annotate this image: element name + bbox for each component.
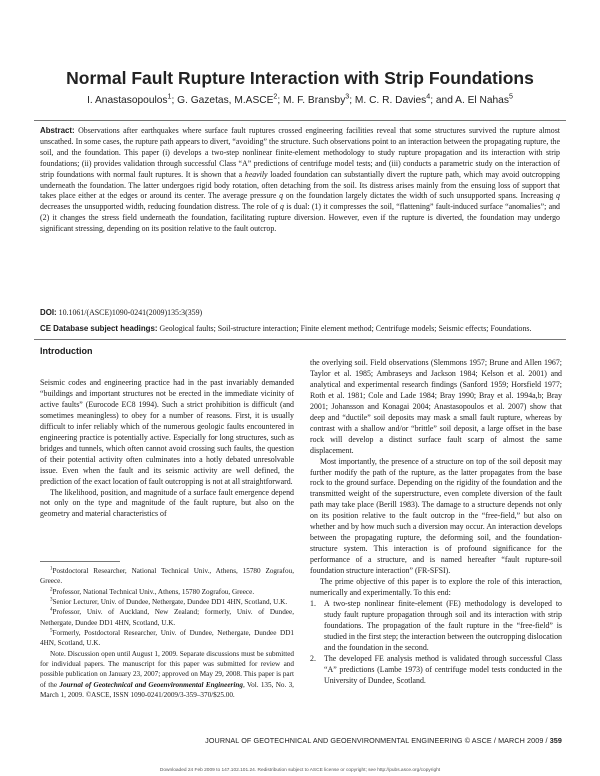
footnote-text: Formerly, Postdoctoral Researcher, Univ. of Dundee, Nethergate, Dundee DD1 4HN, Scotland, U.K. [40,629,294,648]
footnote-text: Postdoctoral Researcher, National Technical Univ., Athens, 15780 Zografou, Greece. [40,567,294,586]
author-5: ; and A. El Nahas [430,95,509,106]
footnote-text: Senior Lecturer, Univ. of Dundee, Nethergate, Dundee DD1 4HN, Scotland, U.K. [52,598,288,607]
footnote-marker: 3 [50,597,53,603]
author-4-affiliation: 4 [426,92,431,101]
footer-journal: JOURNAL OF GEOTECHNICAL AND GEOENVIRONMENTAL ENGINEERING © ASCE / MARCH 2009 / [205,736,550,745]
author-3-affiliation: 3 [345,92,350,101]
abstract-text: loaded foundation can substantially divert the rupture path, which may avoid outcropping underneath the foundation. The latter undergoes rigid body rotation, often detaching from the soil. Its distress arises mainly from the ensuing loss of support that takes place either at the edges or around its center. The average pressure [40,169,560,201]
list-item [310,654,562,687]
footnote-marker: 5 [50,628,53,634]
author-4: ; M. C. R. Davies [349,95,427,106]
footnotes [40,566,294,700]
list-item [310,599,562,654]
list-item-text: The developed FE analysis method is validated through successful Class “A” predictions (Lambe 1973) of centrifuge model tests conducted in the University of Dundee, Scotland. [324,653,562,685]
page-footer [205,736,562,745]
left-column [40,378,294,520]
footnote-2 [40,587,294,597]
editorial-note [40,649,294,701]
footnote-3 [40,597,294,607]
footnote-4 [40,607,294,628]
paragraph: The prime objective of this paper is to explore the role of this interaction, numerically and experimentally. To this end: [310,577,562,598]
note-text: , Vol. 135, No. 3, March 1, 2009. ©ASCE, ISSN 1090-0241/2009/3-359–370/$25.00. [40,680,294,700]
abstract-symbol-q: q [556,191,560,201]
download-notice: Downloaded 24 Feb 2009 to 147.102.101.24. Redistribution subject to ASCE license or copyright; see http://pubs.asce.org/copyright [159,768,441,773]
doi-value[interactable]: 10.1061/(ASCE)1090-0241(2009)135:3(359) [56,308,203,317]
paragraph: Seismic codes and engineering practice had in the past invariably demanded “buildings and important structures not be erected in the immediate vicinity of active faults” (Eurocode EC8 1994). Such a strict prohibition is difficult (and sometimes meaningless) to obey for a number of reasons. First, it is usually difficult to infer reliably which of the numerous geologic faults encountered in engineering practice is potentially active. Especially for long structures, such as bridges and tunnels, which often cannot avoid crossing such faults, the question of their potential activity often culminates into a hotly debated unresolvable issue. Even when the fault and its seismic activity are well defined, the prediction of the exact location of fault outcropping is not at all straightforward. [40,378,294,486]
abstract-text: decreases the unsupported width, reducing foundation distress. The role of [40,202,281,212]
author-3: ; M. F. Bransby [277,95,346,106]
footnote-rule [40,561,120,562]
footnote-marker: 4 [50,607,53,613]
paragraph: The likelihood, position, and magnitude of a surface fault emergence depend not only on the type and magnitude of the fault rupture, but also on the geometry and material characteristics of [40,487,294,519]
right-column [310,358,562,687]
paper-title: Normal Fault Rupture Interaction with Strip Foundations [66,68,534,88]
subject-headings [40,323,560,334]
footnote-marker: 1 [50,566,53,572]
author-5-affiliation: 5 [508,92,513,101]
doi-line [40,308,560,317]
abstract-emphasis: heavily [244,169,268,179]
footnote-marker: 2 [50,587,53,593]
list-number: 2. [310,653,316,663]
abstract-symbol-q: q [279,191,284,201]
journal-name: Journal of Geotechnical and Geoenvironmental Engineering [59,680,243,689]
note-text: Note. Discussion open until August 1, 2009. Separate discussions must be submitted for individual papers. The manuscript for this paper was submitted for review and possible publication on January 23, 2007; approved on May 29, 2008. This paper is part of the [40,649,294,689]
abstract-symbol-q: q [280,202,284,212]
footnote-1 [40,566,294,587]
doi-label: DOI: [40,308,57,317]
subject-headings-label: CE Database subject headings: [40,324,158,333]
abstract [40,126,560,235]
list-item-text: A two-step nonlinear finite-element (FE) methodology is developed to study fault rupture propagation through soil and its interaction with strip foundations. The propagation of the fault rupture in the “free-field” is studied in the first step; the interaction between the outcropping dislocation and the foundation in the second. [324,598,562,652]
abstract-text: is dual: (1) it compresses the soil, “flattening” fault-induced surface “anomalies”; and (2) it changes the stress field underneath the foundation, facilitating rupture diversion. However, even if the rupture is diverted, the foundation may undergo significant stressing, depending on its position relative to the fault outcrop. [40,202,560,234]
author-1: I. Anastasopoulos [87,95,168,106]
abstract-bottom-rule [34,339,566,340]
list-number: 1. [310,598,316,608]
paragraph: the overlying soil. Field observations (Slemmons 1957; Brune and Allen 1967; Taylor et al. 1985; Ambraseys and Jackson 1984; Kelson et al. 2001) and analytical and experimental research findings (Sanford 1959; Horsfield 1977; Roth et al. 1981; Cole and Lade 1984; Bray 1990; Bray et al. 1994a,b; Bray 2001; Johansson and Konagai 2004; Anastasopoulos et al. 2007) show that deep and “ductile” soil deposits may mask a small fault rupture, whereas by contrast with a shallow and/or “brittle” soil deposit, a large offset in the base rock will develop a distinct surface fault scarp of almost the same displacement. [310,358,562,455]
abstract-top-rule [34,120,566,121]
abstract-label: Abstract: [40,126,75,135]
author-1-affiliation: 1 [167,92,172,101]
abstract-text: on the foundation largely dictates the width of such unsupported spans. Increasing [283,191,557,201]
author-2: ; G. Gazetas, M.ASCE [171,95,274,106]
footnote-text: Professor, Univ. of Auckland, New Zealand; formerly, Univ. of Dundee, Nethergate, Dundee DD1 4HN, Scotland, U.K. [40,608,294,627]
footnote-5 [40,628,294,649]
objectives-list [310,599,562,687]
footnote-text: Professor, National Technical Univ., Athens, 15780 Zografou, Greece. [52,587,255,596]
subject-headings-value: Geological faults; Soil-structure interaction; Finite element method; Centrifuge models; Seismic effects; Foundations. [157,324,532,333]
author-list [0,92,600,106]
abstract-text: Observations after earthquakes where surface fault ruptures crossed engineering facilities reveal that some structures survived the rupture almost unscathed. In some cases, the rupture path appears to divert, “avoiding” the structure. Such observations point to an interaction between the propagating rupture, the soil, and the foundation. This paper (i) develops a two-step nonlinear finite-element methodology to study rupture propagation and its interaction with strip foundations; (ii) provides validation through successful Class “A” predictions of centrifuge model tests; and (iii) conducts a parametric study on the interaction of strip foundations with normal fault ruptures. It is shown that a [40,126,560,179]
page-number: 359 [549,736,562,745]
section-heading-introduction: Introduction [40,346,93,356]
paragraph: Most importantly, the presence of a structure on top of the soil deposit may further modify the path of the rupture, as the latter propagates from the base rock to the ground surface. Depending on the rigidity of the foundation and the transmitted weight of the superstructure, even complete diversion of the fault path may take place (Berill 1983). The damage to a structure depends not only on its position relative to the fault outcrop in the “free-field,” but also on whether and by how much such a diversion may occur. An interaction develops between the propagating rupture, the deforming soil, and the foundation-structure system. This interaction is of profound significance for the performance of a structure, and is named hereafter “fault rupture-soil foundation structure interaction” (FR-SFSI). [310,456,562,576]
author-2-affiliation: 2 [273,92,278,101]
